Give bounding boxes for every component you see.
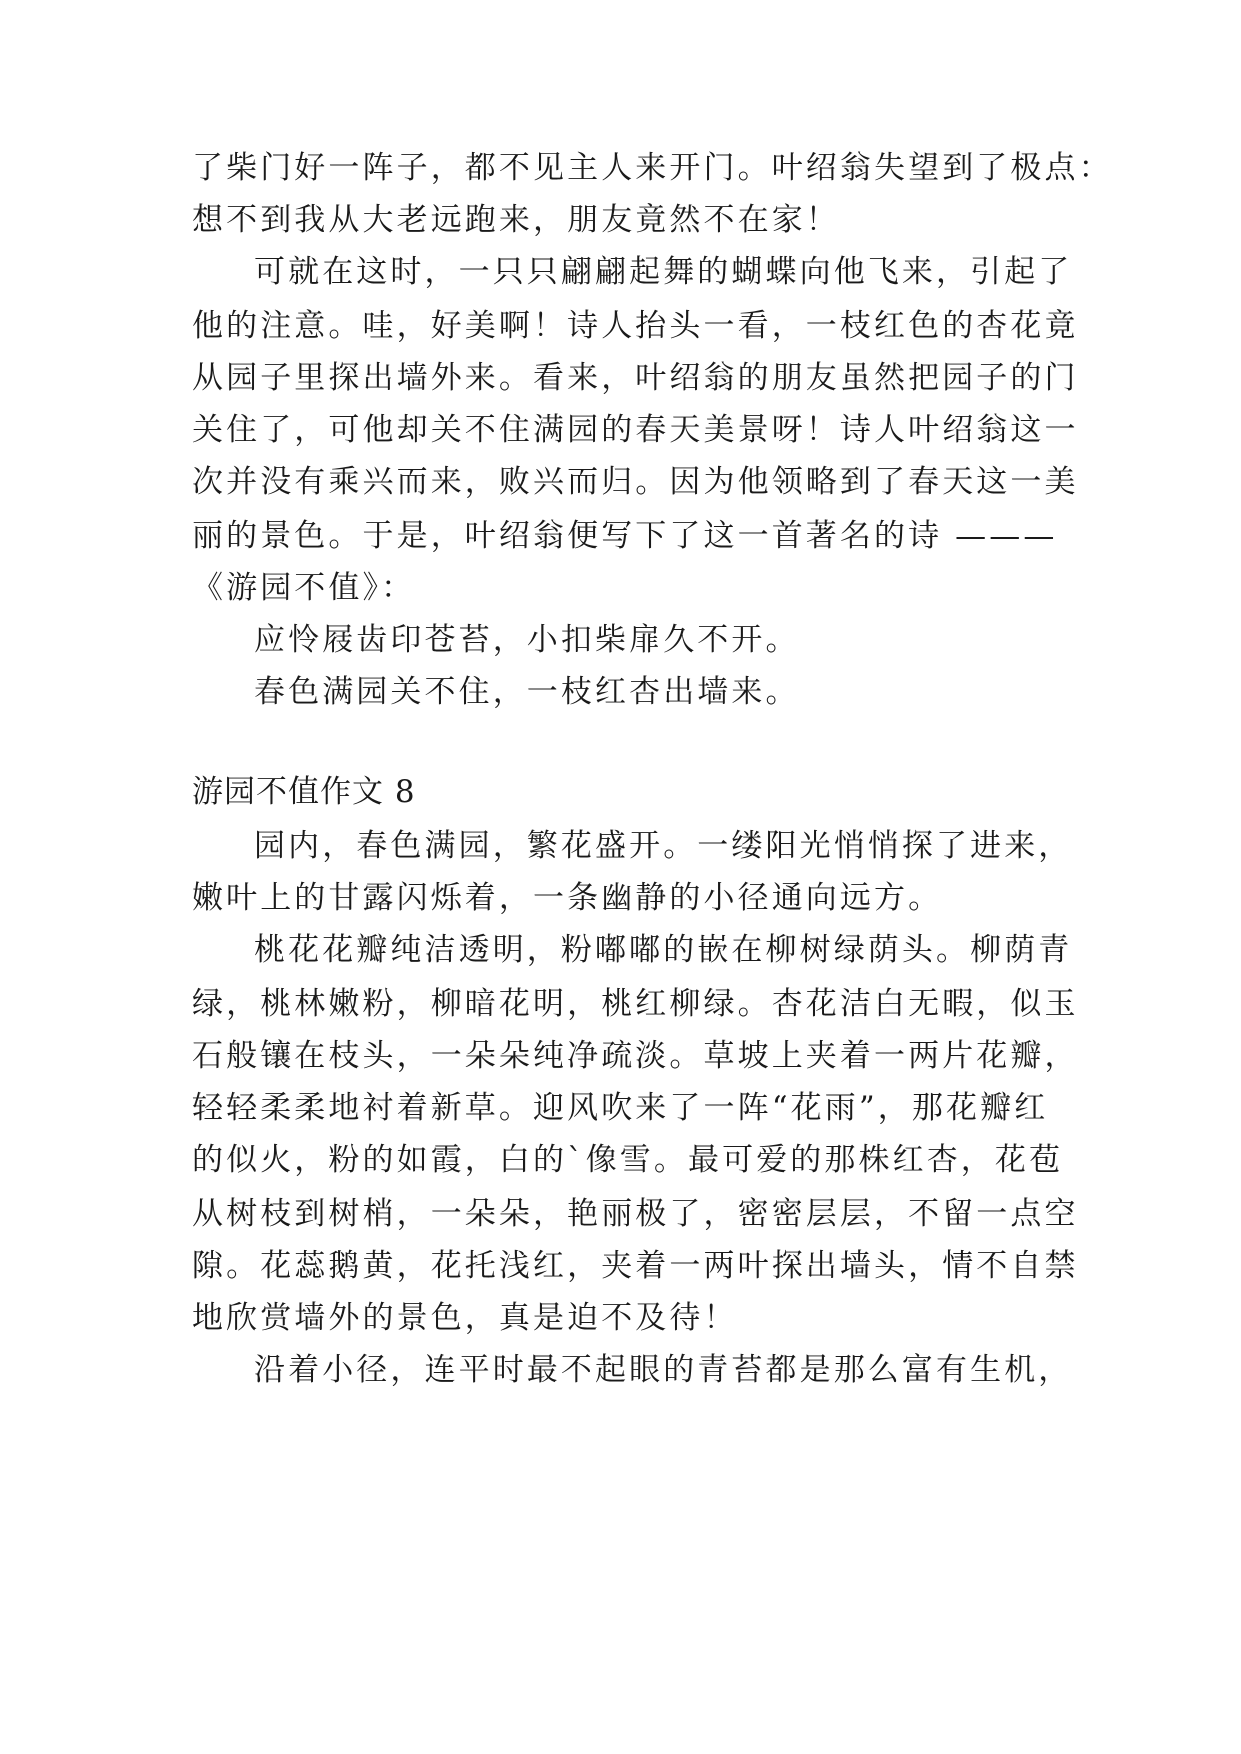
paragraph-line: 了柴门好一阵子，都不见主人来开门。叶绍翁失望到了极点： [192, 150, 1113, 186]
paragraph-line: 想不到我从大老远跑来，朋友竟然不在家！ [192, 202, 840, 238]
paragraph-line: 关住了，可他却关不住满园的春天美景呀！诗人叶绍翁这一 [192, 412, 1079, 448]
paragraph-line: 石般镶在枝头，一朵朵纯净疏淡。草坡上夹着一两片花瓣， [192, 1038, 1079, 1074]
poem-line: 春色满园关不住，一枝红杏出墙来。 [254, 674, 800, 710]
paragraph-line: 从树枝到树梢，一朵朵，艳丽极了，密密层层，不留一点空 [192, 1196, 1079, 1232]
poem-line: 应怜屐齿印苍苔，小扣柴扉久不开。 [254, 622, 800, 658]
paragraph-line: 的似火，粉的如霞，白的`像雪。最可爱的那株红杏，花苞 [192, 1142, 1064, 1178]
paragraph-line: 他的注意。哇，好美啊！诗人抬头一看，一枝红色的杏花竟 [192, 308, 1079, 344]
paragraph-line: 桃花花瓣纯洁透明，粉嘟嘟的嵌在柳树绿荫头。柳荫青 [254, 932, 1073, 968]
paragraph-line: 丽的景色。于是，叶绍翁便写下了这一首著名的诗 ——— [192, 518, 1058, 554]
paragraph-line: 沿着小径，连平时最不起眼的青苔都是那么富有生机， [254, 1352, 1073, 1388]
paragraph-line: 从园子里探出墙外来。看来，叶绍翁的朋友虽然把园子的门 [192, 360, 1079, 396]
paragraph-line: 绿，桃林嫩粉，柳暗花明，桃红柳绿。杏花洁白无暇，似玉 [192, 986, 1079, 1022]
paragraph-line: 轻轻柔柔地衬着新草。迎风吹来了一阵“花雨”，那花瓣红 [192, 1090, 1049, 1126]
paragraph-line: 嫩叶上的甘露闪烁着，一条幽静的小径通向远方。 [192, 880, 943, 916]
paragraph-line: 地欣赏墙外的景色，真是迫不及待！ [192, 1300, 738, 1336]
section-heading: 游园不值作文 8 [192, 774, 416, 810]
paragraph-line: 可就在这时，一只只翩翩起舞的蝴蝶向他飞来，引起了 [254, 254, 1073, 290]
paragraph-line: 隙。花蕊鹅黄，花托浅红，夹着一两叶探出墙头，情不自禁 [192, 1248, 1079, 1284]
paragraph-line: 次并没有乘兴而来，败兴而归。因为他领略到了春天这一美 [192, 464, 1079, 500]
poem-title-line: 《游园不值》： [192, 570, 416, 606]
paragraph-line: 园内，春色满园，繁花盛开。一缕阳光悄悄探了进来， [254, 828, 1073, 864]
